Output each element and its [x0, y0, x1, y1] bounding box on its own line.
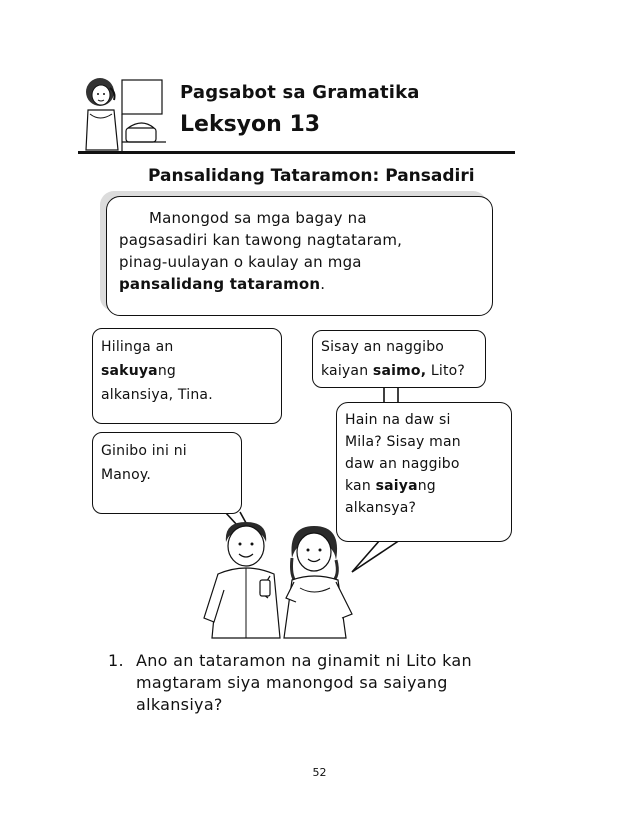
bubble-2-line-2: [321, 359, 477, 383]
lesson-title: Leksyon 13: [180, 112, 321, 137]
speech-bubble-1: [92, 328, 282, 424]
bubble-4-post: ng: [417, 478, 436, 494]
bubble-1-line-2: [101, 359, 273, 383]
speech-bubble-3: [92, 432, 242, 514]
bubble-1-line-1: Hilinga an: [101, 339, 174, 355]
bubble-1-line-3: alkansiya, Tina.: [101, 387, 213, 403]
intro-line-3: pinag-uulayan o kaulay an mga: [119, 253, 362, 271]
bubble-4-pre: kan: [345, 478, 376, 494]
question-text: Ano an tataramon na ginamit ni Lito kan magtaram siya manongod sa saiyang alkansiya?: [136, 651, 472, 714]
bubble-2-line-1: Sisay an naggibo: [321, 339, 445, 355]
bubble-2-pre: kaiyan: [321, 363, 373, 379]
header-title: Pagsabot sa Gramatika: [180, 82, 420, 103]
bubble-4-line-3: daw an naggibo: [345, 456, 460, 472]
bubble-1-rest: ng: [157, 363, 177, 379]
bubble-4-line-4: [345, 475, 503, 497]
question-1: [108, 650, 516, 716]
page-number: 52: [312, 766, 327, 779]
intro-line-2: pagsasadiri kan tawong nagtataram,: [119, 231, 403, 249]
bubble-4-line-1: Hain na daw si: [345, 412, 451, 428]
question-number: 1.: [108, 651, 124, 670]
bubble-4-line-2: Mila? Sisay man: [345, 434, 461, 450]
bubble-3-line-2: Manoy.: [101, 467, 152, 483]
bubble-4-line-5: alkansya?: [345, 500, 417, 516]
section-title: Pansalidang Tataramon: Pansadiri: [148, 166, 475, 186]
bubble-4-bold: saiya: [375, 478, 418, 494]
bubble-2-post: Lito?: [426, 363, 466, 379]
intro-line-1: Manongod sa mga bagay na: [149, 209, 367, 227]
bubble-2-bold: saimo,: [372, 363, 427, 379]
bubble-1-bold: sakuya: [101, 363, 158, 379]
bubble-3-line-1: Ginibo ini ni: [101, 443, 187, 459]
children-illustration: [196, 518, 366, 638]
speech-bubble-2: [312, 330, 486, 388]
intro-period: .: [320, 275, 326, 293]
intro-bold-term: pansalidang tataramon: [119, 275, 321, 293]
